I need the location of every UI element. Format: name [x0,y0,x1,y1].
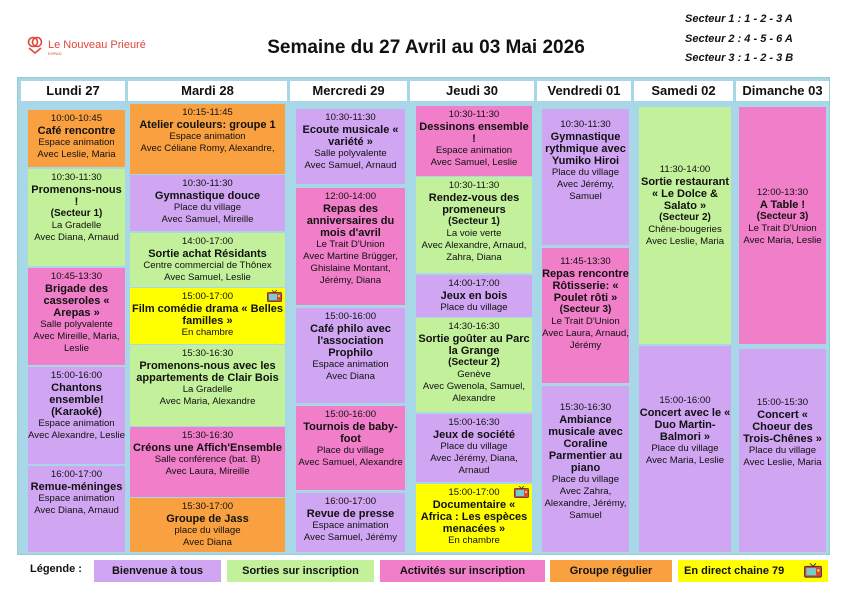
event-card: 15:00-16:00 Concert avec le « Duo Martin-Balmori » Place du village Avec Maria, Leslie [639,346,731,552]
day-column-tuesday [128,78,287,554]
day-header: Jeudi 30 [410,81,534,101]
weekly-schedule [17,77,830,555]
day-header: Mercredi 29 [290,81,407,101]
event-card: 10:30-11:30 Gymnastique douce Place du village Avec Samuel, Mireille [130,175,285,231]
event-card: 15:00-16:30 Jeux de société Place du village Avec Jérémy, Diana, Arnaud [416,414,532,482]
event-card: 16:00-17:00 Remue-méninges Espace animation Avec Diana, Arnaud [28,466,125,552]
legend-item-groupe: Groupe régulier [550,560,672,582]
legend-item-sorties: Sorties sur inscription [227,560,374,582]
sector-1: Secteur 1 : 1 - 2 - 3 A [685,13,793,25]
logo-subtext: EHPAD [48,51,62,56]
day-header: Mardi 28 [128,81,287,101]
event-card: 14:00-17:00 Sortie achat Résidants Centre commercial de Thônex Avec Samuel, Leslie [130,233,285,287]
event-card: 14:00-17:00 Jeux en bois Place du village [416,275,532,317]
event-card: 12:00-13:30 A Table ! (Secteur 3) Le Trait D'Union Avec Maria, Leslie [739,107,826,344]
day-header: Dimanche 03 [736,81,829,101]
day-column-wednesday [290,78,407,554]
event-card: 10:30-11:30 Dessinons ensemble ! Espace animation Avec Samuel, Leslie [416,106,532,176]
event-card: 10:00-10:45 Café rencontre Espace animation Avec Leslie, Maria [28,110,125,167]
event-card: 10:15-11:45 Atelier couleurs: groupe 1 Espace animation Avec Céliane Romy, Alexandre, [130,104,285,174]
tv-icon [804,563,822,578]
legend-item-direct [678,560,828,582]
tv-icon [267,290,282,302]
event-card: 14:30-16:30 Sortie goûter au Parc la Grange (Secteur 2) Genève Avec Gwenola, Samuel, Alexandre [416,318,532,412]
legend-item-bienvenue: Bienvenue à tous [94,560,221,582]
logo-text: Le Nouveau Prieuré [48,38,146,51]
sector-list [685,10,793,69]
tv-icon [514,486,529,498]
day-header: Lundi 27 [21,81,125,101]
event-card: 15:00-16:00 Tournois de baby-foot Place du village Avec Samuel, Alexandre [296,406,405,490]
event-card: 15:30-16:30 Créons une Affich'Ensemble Salle conférence (bat. B) Avec Laura, Mireille [130,427,285,497]
event-card: 10:30-11:30 Ecoute musicale « variété » Salle polyvalente Avec Samuel, Arnaud [296,109,405,184]
event-card: 11:45-13:30 Repas rencontre Rôtisserie: « Poulet rôti » (Secteur 3) Le Trait D'Union Avec Laura, Arnaud, Jérémy [542,248,629,383]
day-header: Samedi 02 [634,81,733,101]
event-card: 15:30-16:30 Ambiance musicale avec Coraline Parmentier au piano Place du village Avec Zahra, Alexandre, Jérémy, Samuel [542,386,629,552]
day-column-monday [21,78,125,554]
page-title: Semaine du 27 Avril au 03 Mai 2026 [267,37,585,58]
event-card: 15:00-16:00 Café philo avec l'association Prophilo Espace animation Avec Diana [296,308,405,403]
event-card: 10:45-13:30 Brigade des casseroles « Arepas » Salle polyvalente Avec Mireille, Maria, Leslie [28,268,125,365]
event-card-live: 15:00-17:00 Film comédie drama « Belles familles » En chambre [130,288,285,344]
priory-logo-icon [26,36,44,54]
legend-item-activites: Activités sur inscription [380,560,545,582]
event-card-live: 15:00-17:00 Documentaire « Africa : Les espèces menacées » En chambre [416,484,532,552]
event-card: 12:00-14:00 Repas des anniversaires du mois d'avril Le Trait D'Union Avec Martine Brügger, Ghislaine Montant, Jérémy, Diana [296,188,405,305]
sector-2: Secteur 2 : 4 - 5 - 6 A [685,32,793,45]
day-column-saturday [634,78,733,554]
day-header: Vendredi 01 [537,81,631,101]
event-card: 10:30-11:30 Promenons-nous ! (Secteur 1) La Gradelle Avec Diana, Arnaud [28,169,125,266]
event-card: 16:00-17:00 Revue de presse Espace animation Avec Samuel, Jérémy [296,493,405,552]
event-card: 15:00-16:00 Chantons ensemble! (Karaoké) Espace animation Avec Alexandre, Leslie [28,367,125,464]
logo [26,36,146,54]
legend [0,560,842,584]
event-card: 15:30-16:30 Promenons-nous avec les appartements de Clair Bois La Gradelle Avec Maria, Alexandre [130,345,285,426]
day-column-sunday [736,78,829,554]
event-card: 15:00-15:30 Concert « Choeur des Trois-Chênes » Place du village Avec Leslie, Maria [739,349,826,552]
sector-3: Secteur 3 : 1 - 2 - 3 B [685,52,794,64]
legend-item-direct-label: En direct chaine 79 [684,565,785,577]
legend-label: Légende : [30,563,82,575]
event-card: 15:30-17:00 Groupe de Jass place du village Avec Diana [130,498,285,552]
day-column-friday [537,78,631,554]
day-column-thursday [410,78,534,554]
event-card: 10:30-11:30 Gymnastique rythmique avec Yumiko Hiroi Place du village Avec Jérémy, Samuel [542,109,629,245]
event-card: 11:30-14:00 Sortie restaurant « Le Dolce & Salato » (Secteur 2) Chêne-bougeries Avec Leslie, Maria [639,107,731,344]
event-card: 10:30-11:30 Rendez-vous des promeneurs (Secteur 1) La voie verte Avec Alexandre, Arnaud, Zahra, Diana [416,177,532,273]
